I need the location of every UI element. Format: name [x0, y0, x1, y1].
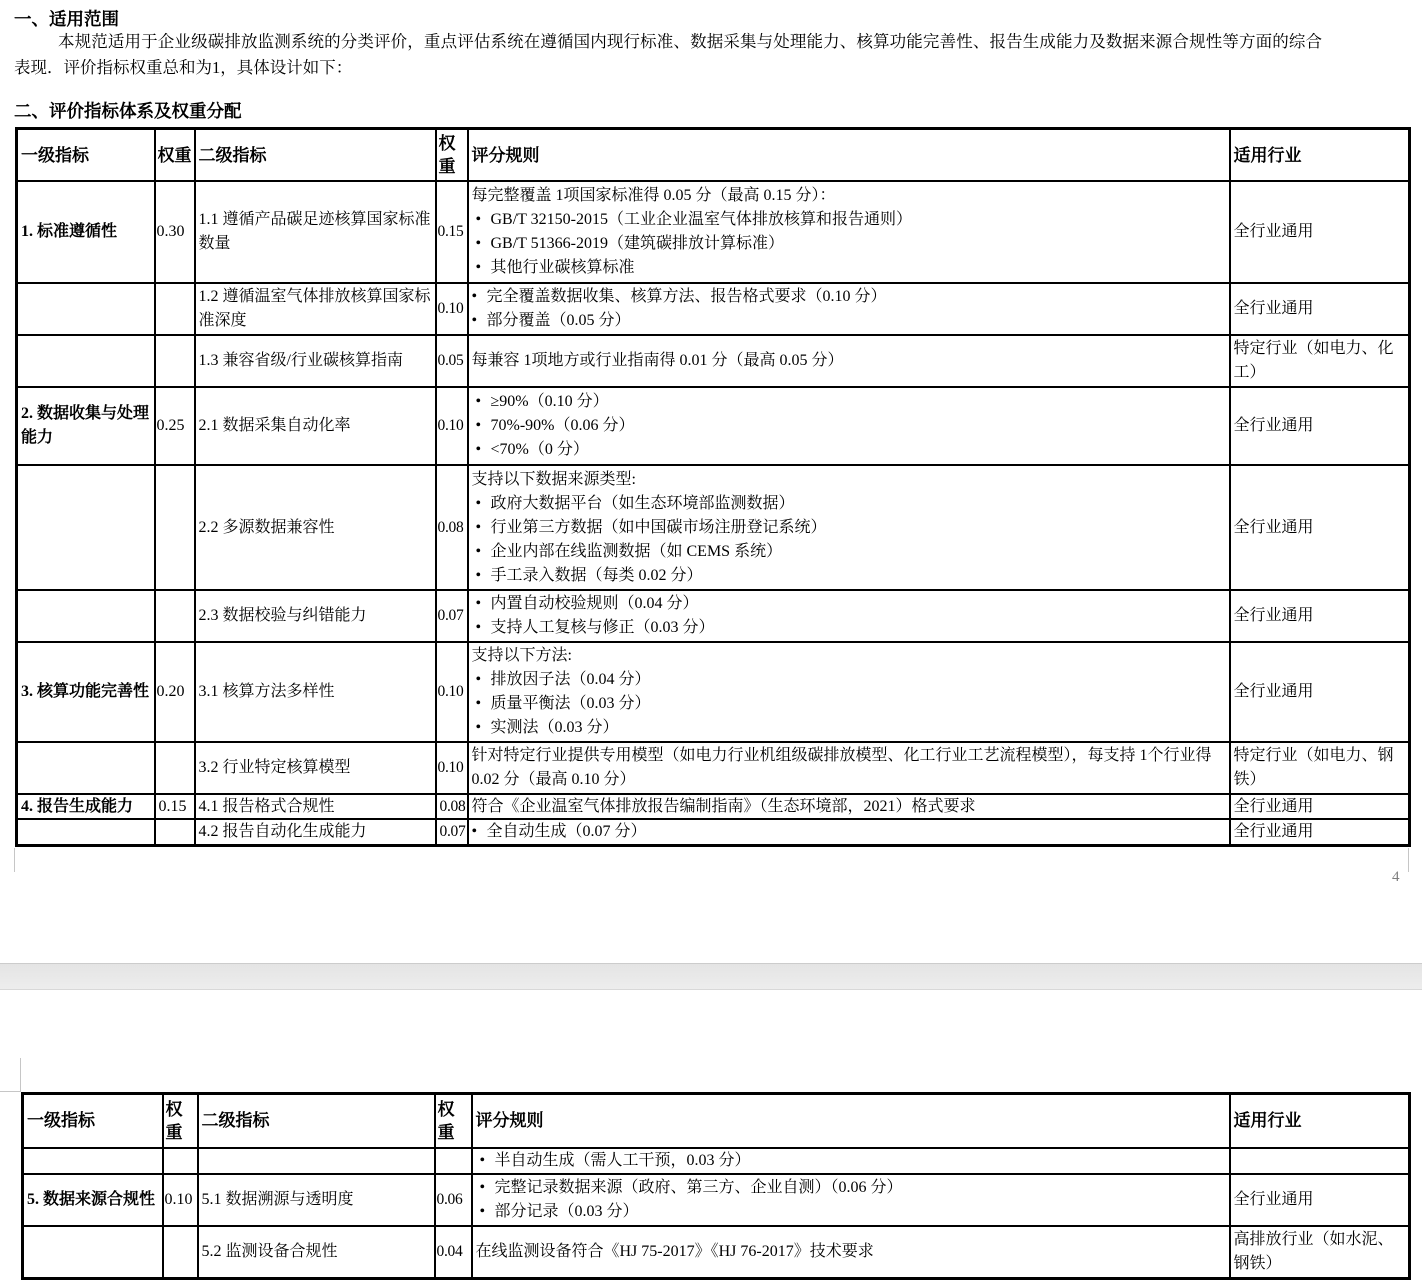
bullet-icon: • [475, 417, 482, 434]
rule-bullet-text: 行业第三方数据（如中国碳市场注册登记系统） [490, 518, 827, 536]
bullet-icon: • [479, 1178, 486, 1196]
rule-bullet-text: 完整记录数据来源（政府、第三方、企业自测）（0.06 分） [494, 1178, 903, 1196]
bullet-icon: • [475, 566, 482, 584]
rule-bullet-text: GB/T 32150-2015（工业企业温室气体排放核算和报告通则） [490, 211, 912, 228]
cell-level2-indicator: 3.2 行业特定核算模型 [195, 742, 436, 794]
cell-level1-indicator: 4. 报告生成能力 [17, 794, 155, 819]
page-corner-mark [1408, 848, 1409, 872]
rule-bullet [472, 208, 1226, 232]
bullet-icon: • [475, 441, 482, 458]
header-industry: 适用行业 [1230, 129, 1410, 182]
rule-bullet-text: 半自动生成（需人工干预，0.03 分） [494, 1151, 751, 1169]
cell-level1-weight [155, 819, 195, 846]
rule-bullet-text: 支持人工复核与修正（0.03 分） [490, 619, 715, 636]
header-industry: 适用行业 [1230, 1094, 1410, 1148]
page-corner-mark [0, 1091, 20, 1092]
rule-bullet [476, 1149, 1226, 1173]
cell-level2-weight: 0.15 [436, 181, 468, 283]
rule-intro: 每完整覆盖 1项国家标准得 0.05 分（最高 0.15 分）： [471, 187, 836, 204]
rule-bullet [472, 492, 1226, 516]
cell-scoring-rule [468, 590, 1230, 642]
cell-scoring-rule [472, 1148, 1230, 1174]
rule-bullet-text: 质量平衡法（0.03 分） [490, 695, 651, 712]
document-page-5 [0, 990, 1422, 1284]
cell-level2-indicator [198, 1148, 435, 1174]
bullet-icon: • [475, 619, 482, 636]
rule-bullet-text: 企业内部在线监测数据（如 CEMS 系统） [490, 542, 783, 560]
rule-bullet [472, 564, 1226, 588]
bullet-icon: • [471, 288, 478, 305]
cell-level2-weight: 0.10 [436, 387, 468, 465]
rule-bullet [472, 309, 1226, 333]
bullet-icon: • [475, 695, 482, 712]
cell-level1-weight [155, 283, 195, 335]
rule-bullet [472, 692, 1226, 716]
cell-level1-indicator [17, 819, 155, 846]
rule-bullet-text: <70%（0 分） [490, 441, 589, 458]
table-row [17, 590, 1410, 642]
cell-level1-weight [155, 465, 195, 590]
bullet-icon: • [475, 671, 482, 688]
cell-scoring-rule [468, 387, 1230, 465]
rule-bullet-text: 70%-90%（0.06 分） [490, 417, 635, 434]
cell-level2-indicator: 5.1 数据溯源与透明度 [198, 1174, 435, 1226]
bullet-icon: • [475, 518, 482, 536]
cell-level1-weight [155, 742, 195, 794]
bullet-icon: • [475, 235, 482, 252]
page-separator [0, 963, 1422, 990]
cell-scoring-rule [472, 1174, 1230, 1226]
cell-industry: 全行业通用 [1230, 387, 1410, 465]
page-corner-mark [20, 1058, 21, 1092]
cell-level2-indicator: 1.1 遵循产品碳足迹核算国家标准数量 [195, 181, 436, 283]
page-corner-mark [14, 848, 15, 872]
cell-level2-indicator: 4.1 报告格式合规性 [195, 794, 436, 819]
rule-bullet-text: 全自动生成（0.07 分） [486, 823, 647, 840]
header-level2-indicator: 二级指标 [195, 129, 436, 182]
cell-industry [1230, 1148, 1410, 1174]
table-row [17, 642, 1410, 742]
header-level1-indicator: 一级指标 [23, 1094, 163, 1148]
rule-bullet-text: 排放因子法（0.04 分） [490, 671, 651, 688]
rule-bullet-text: 内置自动校验规则（0.04 分） [490, 595, 699, 612]
cell-scoring-rule [468, 642, 1230, 742]
rule-bullet [472, 616, 1226, 640]
rule-bullet [472, 256, 1226, 280]
rule-bullet-text: 完全覆盖数据收集、核算方法、报告格式要求（0.10 分） [486, 288, 887, 305]
rule-intro: 支持以下方法: [471, 647, 572, 664]
bullet-icon: • [479, 1151, 486, 1169]
table-row [17, 335, 1410, 387]
section-2-heading: 二、评价指标体系及权重分配 [14, 101, 242, 121]
table-header-row [23, 1094, 1410, 1148]
cell-level2-indicator: 1.3 兼容省级/行业碳核算指南 [195, 335, 436, 387]
cell-industry: 特定行业（如电力、钢铁） [1230, 742, 1410, 794]
cell-industry: 全行业通用 [1230, 283, 1410, 335]
header-level2-indicator: 二级指标 [198, 1094, 435, 1148]
cell-level2-indicator: 2.3 数据校验与纠错能力 [195, 590, 436, 642]
header-scoring-rule: 评分规则 [472, 1094, 1230, 1148]
table-row [17, 742, 1410, 794]
rule-bullet-text: 部分覆盖（0.05 分） [486, 312, 631, 329]
table-row [23, 1226, 1410, 1279]
table-row [17, 181, 1410, 283]
cell-level2-weight: 0.05 [436, 335, 468, 387]
table-row [23, 1174, 1410, 1226]
cell-level2-weight: 0.07 [436, 590, 468, 642]
cell-level2-weight: 0.04 [435, 1226, 472, 1279]
evaluation-table-page4 [15, 127, 1411, 847]
cell-scoring-rule: 针对特定行业提供专用模型（如电力行业机组级碳排放模型、化工行业工艺流程模型），每支持 1个行业得 0.02 分（最高 0.10 分） [468, 742, 1230, 794]
cell-level1-indicator [17, 465, 155, 590]
header-level1-weight: 权重 [163, 1094, 198, 1148]
cell-level1-indicator [17, 283, 155, 335]
table-row [17, 283, 1410, 335]
rule-bullet-text: GB/T 51366-2019（建筑碳排放计算标准） [490, 235, 784, 252]
page-number: 4 [1392, 869, 1400, 885]
cell-scoring-rule [468, 283, 1230, 335]
cell-level2-indicator: 5.2 监测设备合规性 [198, 1226, 435, 1279]
cell-level2-weight [435, 1148, 472, 1174]
bullet-icon: • [475, 494, 482, 512]
bullet-icon: • [475, 719, 482, 736]
cell-level1-weight [163, 1148, 198, 1174]
table-row [17, 465, 1410, 590]
cell-level1-weight: 0.25 [155, 387, 195, 465]
rule-bullet [472, 516, 1226, 540]
cell-industry: 全行业通用 [1230, 794, 1410, 819]
cell-level1-indicator [23, 1148, 163, 1174]
rule-bullet [472, 668, 1226, 692]
cell-level2-indicator: 3.1 核算方法多样性 [195, 642, 436, 742]
header-level2-weight: 权重 [436, 129, 468, 182]
cell-level1-indicator: 1. 标准遵循性 [17, 181, 155, 283]
rule-bullet-text: ≥90%（0.10 分） [490, 393, 609, 410]
cell-level1-indicator: 2. 数据收集与处理能力 [17, 387, 155, 465]
rule-intro: 支持以下数据来源类型: [471, 470, 636, 488]
cell-level1-weight [155, 590, 195, 642]
cell-level1-indicator [17, 590, 155, 642]
rule-bullet [472, 592, 1226, 616]
bullet-icon: • [475, 393, 482, 410]
table-row [17, 794, 1410, 819]
rule-bullet-text: 手工录入数据（每类 0.02 分） [490, 566, 703, 584]
bullet-icon: • [479, 1202, 486, 1220]
cell-level2-weight: 0.07 [436, 819, 468, 846]
header-level1-indicator: 一级指标 [17, 129, 155, 182]
bullet-icon: • [471, 823, 478, 840]
table-row [17, 819, 1410, 846]
bullet-icon: • [475, 259, 482, 276]
bullet-icon: • [471, 312, 478, 329]
rule-bullet [472, 414, 1226, 438]
cell-industry: 全行业通用 [1230, 181, 1410, 283]
cell-level1-indicator [17, 742, 155, 794]
rule-bullet [472, 438, 1226, 462]
bullet-icon: • [475, 542, 482, 560]
rule-bullet [472, 285, 1226, 309]
cell-level1-weight: 0.10 [163, 1174, 198, 1226]
cell-level1-weight [163, 1226, 198, 1279]
rule-bullet [472, 540, 1226, 564]
cell-level2-indicator: 2.1 数据采集自动化率 [195, 387, 436, 465]
cell-level1-indicator [23, 1226, 163, 1279]
cell-scoring-rule [468, 819, 1230, 846]
cell-level2-weight: 0.08 [436, 465, 468, 590]
rule-bullet [476, 1200, 1226, 1224]
cell-scoring-rule: 在线监测设备符合《HJ 75-2017》《HJ 76-2017》技术要求 [472, 1226, 1230, 1279]
rule-bullet [472, 820, 1226, 844]
cell-level2-indicator: 2.2 多源数据兼容性 [195, 465, 436, 590]
cell-level1-weight [155, 335, 195, 387]
cell-industry: 全行业通用 [1230, 819, 1410, 846]
cell-level1-weight: 0.20 [155, 642, 195, 742]
table-header-row [17, 129, 1410, 182]
cell-scoring-rule: 符合《企业温室气体排放报告编制指南》（生态环境部，2021）格式要求 [468, 794, 1230, 819]
cell-level2-weight: 0.10 [436, 742, 468, 794]
cell-scoring-rule [468, 465, 1230, 590]
bullet-icon: • [475, 211, 482, 228]
rule-bullet [472, 716, 1226, 740]
evaluation-table-page5 [21, 1092, 1411, 1280]
cell-level1-indicator [17, 335, 155, 387]
cell-industry: 全行业通用 [1230, 590, 1410, 642]
rule-bullet-text: 其他行业碳核算标准 [490, 259, 635, 276]
rule-bullet [472, 390, 1226, 414]
intro-paragraph: 本规范适用于企业级碳排放监测系统的分类评价，重点评估系统在遵循国内现行标准、数据采集与处理能力、核算功能完善性、报告生成能力及数据来源合规性等方面的综合表现．评价指标权重总和为1，具体设计如下： [14, 32, 1322, 77]
header-level1-weight: 权重 [155, 129, 195, 182]
cell-level1-weight: 0.15 [155, 794, 195, 819]
cell-level2-indicator: 1.2 遵循温室气体排放核算国家标准深度 [195, 283, 436, 335]
cell-level1-indicator: 3. 核算功能完善性 [17, 642, 155, 742]
section-1-heading: 一、适用范围 [14, 9, 119, 29]
cell-industry: 全行业通用 [1230, 465, 1410, 590]
cell-scoring-rule [468, 181, 1230, 283]
cell-level2-weight: 0.10 [436, 642, 468, 742]
rule-bullet-text: 部分记录（0.03 分） [494, 1202, 639, 1220]
header-level2-weight: 权重 [435, 1094, 472, 1148]
cell-level2-weight: 0.06 [435, 1174, 472, 1226]
rule-bullet-text: 政府大数据平台（如生态环境部监测数据） [490, 494, 795, 512]
cell-level2-weight: 0.08 [436, 794, 468, 819]
rule-bullet-text: 实测法（0.03 分） [490, 719, 619, 736]
cell-industry: 全行业通用 [1230, 642, 1410, 742]
cell-industry: 高排放行业（如水泥、钢铁） [1230, 1226, 1410, 1279]
bullet-icon: • [475, 595, 482, 612]
rule-bullet [476, 1176, 1226, 1200]
header-scoring-rule: 评分规则 [468, 129, 1230, 182]
table-row [17, 387, 1410, 465]
cell-scoring-rule: 每兼容 1项地方或行业指南得 0.01 分（最高 0.05 分） [468, 335, 1230, 387]
cell-level1-indicator: 5. 数据来源合规性 [23, 1174, 163, 1226]
cell-industry: 全行业通用 [1230, 1174, 1410, 1226]
rule-bullet [472, 232, 1226, 256]
cell-level2-weight: 0.10 [436, 283, 468, 335]
cell-industry: 特定行业（如电力、化工） [1230, 335, 1410, 387]
table-row [23, 1148, 1410, 1174]
cell-level1-weight: 0.30 [155, 181, 195, 283]
cell-level2-indicator: 4.2 报告自动化生成能力 [195, 819, 436, 846]
